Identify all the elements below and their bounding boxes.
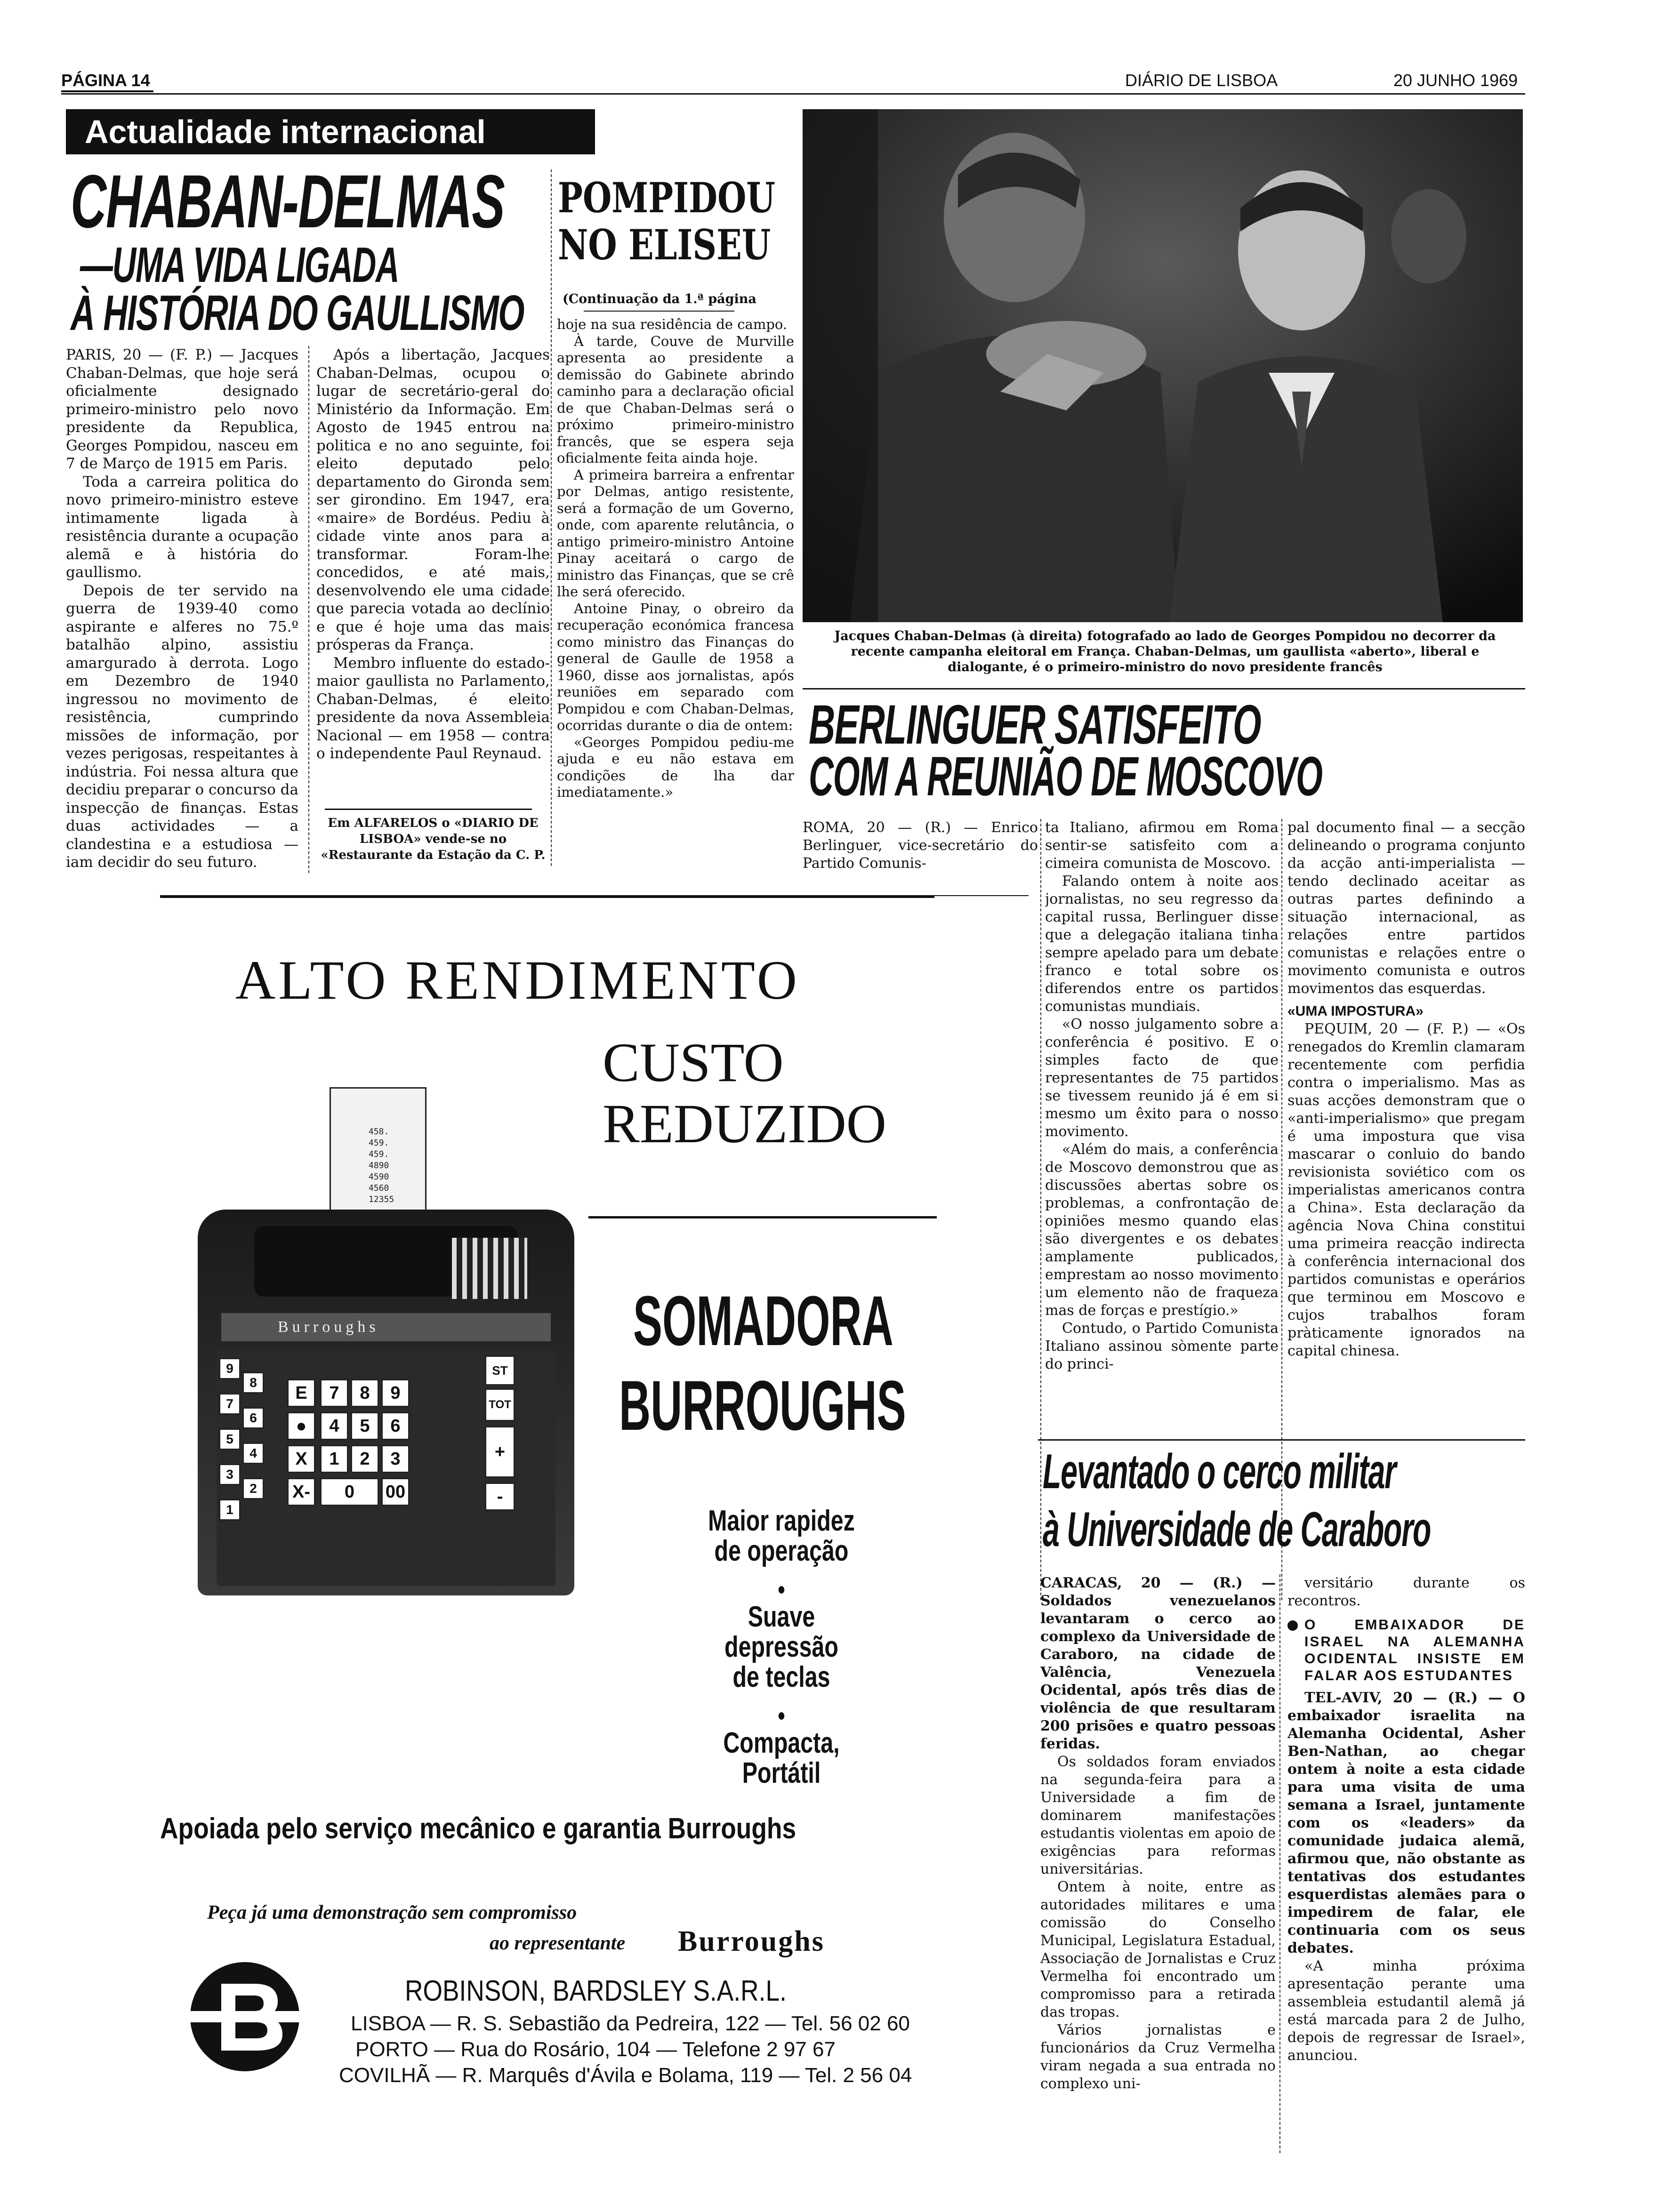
chaban-headline-1: CHABAN-DELMAS [71,159,505,243]
ad-features [690,1506,873,1788]
column-divider [308,346,309,873]
pompidou-headline-1: POMPIDOU [558,173,775,222]
key: 2 [242,1478,264,1499]
ad-demo-line-2: ao representante [490,1932,626,1954]
key: 9 [219,1358,241,1379]
key: 1 [320,1445,348,1473]
section-title: Actualidade internacional [66,109,595,154]
key: 6 [242,1407,264,1429]
ad-product-1: SOMADORA [633,1281,893,1360]
news-photo [803,109,1523,622]
key: 3 [219,1464,241,1485]
ad-top-rule-ext [934,895,1029,896]
impostura-subheading: «UMA IMPOSTURA» [1287,1003,1424,1019]
caption-rule [803,688,1525,689]
page-number-underline [61,90,153,92]
berlinguer-paragraph: PEQUIM, 20 — (F. P.) — «Os renegados do Kremlin clamaram recentemente com perfidia contra o imperialismo. Mas as suas acções demonstram que o «anti-imperialismo» que pregam é uma impostura que visa mascarar o conluio do bando revisionista soviético com os imperialistas americanos contra a China». Esta declaração da agência Nova China constitui uma primeira reacção indirecta à conferência internacional dos partidos comunistas e operários que terminou em Moscovo e cujos trabalhos foram pràticamente ignorados na capital chinesa. [1287,1021,1525,1359]
caraboro-paragraph: Vários jornalistas e funcionários da Cruz Vermelha viram negada a sua entrada no complexo uni- [1040,2022,1276,2092]
ad-headline: ALTO RENDIMENTO [235,949,800,1011]
bullet-icon [779,1712,784,1720]
key: 6 [381,1412,410,1440]
key: 00 [381,1478,410,1506]
key: X [287,1445,315,1473]
key: E [287,1379,315,1407]
key: 3 [381,1445,410,1473]
tape-line: 4560 [369,1183,389,1193]
ad-feature: de teclas [732,1661,830,1693]
tape-line: 12355 [369,1194,394,1204]
ad-feature: de operação [714,1535,849,1567]
ad-demo-line-1: Peça já uma demonstração sem compromisso [207,1902,577,1923]
chaban-headline-3: À HISTÓRIA DO GAULLISMO [71,285,524,341]
caraboro-paragraph: Ontem à noite, entre as autoridades militares e uma comissão do Conselho Municipal, Legislatura Estadual, Associação de Jornalistas e Cruz Vermelha foi encontrado um compromisso para a retirada das tropas. [1040,1879,1276,2020]
pompidou-paragraph: A primeira barreira a enfrentar por Delmas, antigo resistente, será a formação de um Governo, onde, com aparente relutância, o antigo primeiro-ministro Antoine Pinay aceitará o cargo de ministro das Finanças, que se crê lhe será oferecido. [557,466,794,600]
pompidou-paragraph: Antoine Pinay, o obreiro da recuperação económica francesa como ministro das Finanças do general de Gaulle de 1958 a 1960, disse aos jornalistas, após reuniões em separado com Pompidou e com Chaban-Delmas, ocorridas durante o dia de ontem: [557,600,794,733]
ad-feature: Compacta, Portátil [723,1727,840,1789]
column-divider [551,169,552,866]
machine-grille [452,1238,527,1299]
berlinguer-paragraph: «O nosso julgamento sobre a conferência é positivo. E o simples facto de que representantes de 75 partidos se tivessem reunido já é em si mesmo um êxito para o nosso movimento. [1045,1016,1279,1140]
key: 9 [381,1379,410,1407]
key: - [485,1483,515,1511]
tape-line: 458. [369,1127,389,1137]
berlinguer-paragraph: pal documento final — a secção delineando o programa conjunto da acção anti-imperialista — tendo declinado aceitar as outras partes definindo a situação internacional, as relações entre partidos comunistas e relações entre o movimento comunista e outros movimentos das esquerdas. [1287,819,1525,997]
israel-subheading-text: O EMBAIXADOR DE ISRAEL NA ALEMANHA OCIDENTAL INSISTE EM FALAR AOS ESTUDANTES [1304,1617,1525,1683]
issue-date: 20 JUNHO 1969 [1393,71,1518,90]
caraboro-column-2 [1287,1574,1525,2153]
pompidou-paragraph: «Georges Pompidou pediu-me ajuda e eu não estava em condições de lha dar imediatamente.» [557,734,794,800]
berlinguer-paragraph: Falando ontem à noite aos jornalistas, no seu regresso da capital russa, Berlinguer disse que a delegação italiana tinha sempre apelado para um debate franco e total sobre os diferendos entre os partidos comunistas mundiais. [1045,873,1279,1015]
key: 4 [242,1443,264,1464]
ad-top-rule [160,895,934,898]
berlinguer-paragraph: «Além do mais, a conferência de Moscovo demonstrou que as discussões abertas sobre os problemas, a confrontação de opiniões mesmo quando elas são divergentes e os debates amplamente publicados, emprestam ao nosso movimento um elemento não de fraqueza mas de forças e prestígio.» [1045,1141,1279,1319]
berlinguer-paragraph: ta Italiano, afirmou em Roma sentir-se satisfeito com a cimeira comunista de Moscovo. [1045,819,1279,872]
photo-image [803,109,1523,622]
caraboro-paragraph: «A minha próxima apresentação perante uma assembleia estudantil alemã já está marcada para 2 de Julho, depois de regressar de Israel», anunciou. [1287,1958,1525,2064]
tape-line: 4890 [369,1161,389,1170]
ad-divider [588,1216,937,1218]
key: 4 [320,1412,348,1440]
key: 1 [219,1499,241,1521]
caraboro-headline-1: Levantado o cerco militar [1043,1444,1396,1499]
chaban-paragraph: Após a libertação, Jacques Chaban-Delmas, ocupou o lugar de secretário-geral do Ministério da Informação. Em Agosto de 1945 entrou na politica e no ano seguinte, foi eleito deputado pelo departamento do Gironda sem ser girondino. Em 1947, era «maire» de Bordéus. Pediu à cidade vinte anos para a transformar. Foram-lhe concedidos, e até mais, desenvolvendo ele uma cidade que parecia votada ao declínio e que é hoje uma das mais prósperas da França. [316,346,550,653]
ad-address-porto: PORTO — Rua do Rosário, 104 — Telefone 2 97 67 [355,2038,836,2061]
ad-address-covilha: COVILHÃ — R. Marquês d'Ávila e Bolama, 119 — Tel. 2 56 04 [339,2064,912,2087]
tape-line: 4590 [369,1172,389,1182]
alfarelos-notice [320,815,546,872]
ad-feature: Maior rapidez [708,1505,855,1537]
chaban-paragraph: PARIS, 20 — (F. P.) — Jacques Chaban-Delmas, que hoje será oficialmente designado primeiro-ministro pelo novo presidente da Republica, Georges Pompidou, nasceu em 7 de Março de 1915 em Paris. [66,346,298,472]
continuation-note: (Continuação da 1.ª página [563,292,756,306]
ad-feature: Suave depressão [724,1601,838,1663]
key: ST [485,1355,515,1386]
key: 8 [242,1372,264,1394]
caraboro-paragraph: Os soldados foram enviados na segunda-feira para a Universidade a fim de dominarem manifestações estudantis violentas em apoio de exigências para reformas universitárias. [1040,1754,1276,1877]
pompidou-headline-2: NO ELISEU [558,220,771,269]
key: 5 [219,1428,241,1450]
israel-subheading [1287,1617,1525,1684]
key: 0 [320,1478,379,1506]
caraboro-paragraph: CARACAS, 20 — (R.) — Soldados venezuelanos levantaram o cerco ao complexo da Universidade de Caraboro, na cidade de Valência, Venezuela Ocidental, após três dias de violência de que resultaram 200 prisões e quatro pessoas feridas. [1040,1575,1276,1752]
ad-company: ROBINSON, BARDSLEY S.A.R.L. [405,1975,787,2007]
berlinguer-headline-2: COM A REUNIÃO DE MOSCOVO [809,745,1322,808]
key: X- [287,1478,315,1506]
ad-address-lisboa: LISBOA — R. S. Sebastião da Pedreira, 122 — Tel. 56 02 60 [351,2012,910,2035]
ad-subheadline-1: CUSTO [603,1032,784,1093]
ad-brand: Burroughs [678,1925,825,1957]
key-dot: ● [287,1412,315,1440]
pompidou-paragraph: hoje na sua residência de campo. [557,316,788,332]
bullet-icon [1287,1620,1298,1631]
berlinguer-headline-1: BERLINGUER SATISFEITO [809,694,1261,756]
key: + [485,1426,515,1478]
ad-product-2: BURROUGHS [619,1366,906,1445]
column-divider [1040,819,1041,1600]
adding-machine-illustration [198,1068,574,1610]
machine-brand-label: Burroughs [221,1313,551,1341]
key: 8 [351,1379,379,1407]
alfarelos-notice-text: Em ALFARELOS o «DIARIO DE LISBOA» vende-se no «Restaurante da Estação da C. P. [321,816,546,862]
key: 5 [351,1412,379,1440]
tape-line: 459. [369,1138,389,1148]
caraboro-top-rule [1038,1439,1525,1441]
chaban-paragraph: Membro influente do estado-maior gaullista no Parlamento, Chaban-Delmas, é eleito presidente da nova Assembleia Nacional — em 1958 — contra o independente Paul Reynaud. [316,654,550,762]
chaban-column-2 [316,346,550,805]
burroughs-logo [188,1960,301,2073]
pompidou-paragraph: À tarde, Couve de Murville apresenta ao presidente a demissão do Gabinete abrindo caminho para a declaração oficial de que Chaban-Delmas será o próximo primeiro-ministro francês, que se espera seja oficialmente feita ainda hoje. [557,333,794,466]
key: 7 [219,1393,241,1415]
ad-support-line: Apoiada pelo serviço mecânico e garantia Burroughs [160,1812,796,1845]
ad-subheadline-2: REDUZIDO [603,1093,887,1154]
key: 2 [351,1445,379,1473]
bullet-icon [779,1586,784,1594]
berlinguer-column-1 [803,819,1038,880]
caraboro-column-1 [1040,1574,1276,2153]
continuation-rule [584,311,734,312]
masthead-rule [61,93,1525,95]
burroughs-logo-icon [188,1960,301,2073]
berlinguer-paragraph: ROMA, 20 — (R.) — Enrico Berlinguer, vice-secretário do Partido Comunis- [803,819,1038,872]
pompidou-column [557,316,794,872]
tape-line: 459. [369,1149,389,1159]
page-number: PÁGINA 14 [61,71,150,90]
caraboro-paragraph: TEL-AVIV, 20 — (R.) — O embaixador israelita na Alemanha Ocidental, Asher Ben-Nathan, ao chegar ontem à noite a esta cidade para uma visita de uma semana a Israel, juntamente com os «leaders» da comunidade judaica alemã, afirmou que, não obstante as tentativas dos estudantes esquerdistas alemães para o impedirem de falar, ele continuaria com os seus debates. [1287,1690,1525,1956]
berlinguer-paragraph: Contudo, o Partido Comunista Italiano assinou sòmente parte do princi- [1045,1320,1279,1372]
newspaper-name: DIÁRIO DE LISBOA [1125,71,1278,90]
caraboro-headline-2: à Universidade de Caraboro [1043,1502,1431,1557]
chaban-column-1 [66,346,298,901]
column-divider [1279,1574,1280,2153]
chaban-paragraph: Depois de ter servido na guerra de 1939-40 como aspirante e alferes no 75.º batalhão alpino, assistiu amargurado à derrota. Logo em Dezembro de 1940 ingressou no movimento de resistência, cumprindo missões de informação, por vezes perigosas, respeitantes à indústria. Foi nessa altura que decidiu preparar o concurso da inspecção de finanças. Estas duas actividades — a clandestina e a estudiosa — iam decidir do seu futuro. [66,582,298,871]
notice-rule [325,809,532,810]
caraboro-paragraph: versitário durante os recontros. [1287,1575,1525,1609]
photo-caption: Jacques Chaban-Delmas (à direita) fotografado ao lado de Georges Pompidou no decorrer da recente campanha eleitoral em França. Chaban-Delmas, um gaullista «aberto», liberal e dialogante, é o primeiro-ministro do novo presidente francês [834,629,1496,674]
chaban-paragraph: Toda a carreira politica do novo primeiro-ministro esteve intimamente ligada à resistência durante a ocupação alemã e à história do gaullismo. [66,473,298,581]
chaban-headline-2: —UMA VIDA LIGADA [80,237,399,293]
key: 7 [320,1379,348,1407]
key: TOT [485,1388,515,1421]
